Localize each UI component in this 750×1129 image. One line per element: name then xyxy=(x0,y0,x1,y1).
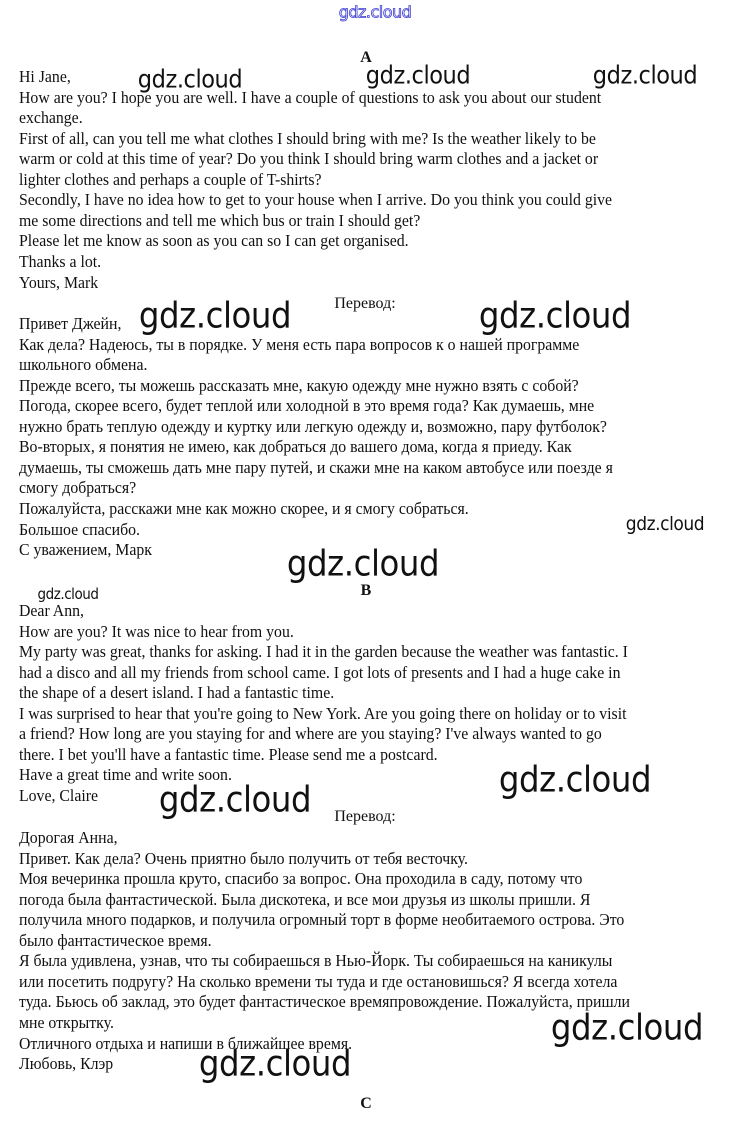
text-line: Во-вторых, я понятия не имею, как добраться до вашего дома, когда я приеду. Как xyxy=(19,437,572,457)
text-line: warm or cold at this time of year? Do you think I should bring warm clothes and a jacket or xyxy=(19,149,599,169)
text-line: Have a great time and write soon. xyxy=(19,765,232,785)
section-a-heading: A xyxy=(360,49,372,66)
text-line: было фантастическое время. xyxy=(19,930,212,950)
text-line: мне открытку. xyxy=(19,1012,114,1032)
text-line: Как дела? Надеюсь, ты в порядке. У меня есть пара вопросов к о нашей программе xyxy=(19,334,580,354)
text-line: думаешь, ты сможешь дать мне пару путей, и скажи мне на каком автобусе или поезде я xyxy=(19,457,613,477)
watermark: gdz.cloud xyxy=(286,543,440,585)
text-line: Пожалуйста, расскажи мне как можно скорее, и я смогу собраться. xyxy=(19,498,469,518)
text-line: Привет Джейн, xyxy=(19,314,122,333)
translation-label-b: Перевод: xyxy=(334,808,396,825)
text-line: exchange. xyxy=(19,108,83,128)
watermark: gdz.cloud xyxy=(625,513,705,535)
watermark: gdz.cloud xyxy=(138,295,292,337)
watermark: gdz.cloud xyxy=(498,759,652,801)
watermark: gdz.cloud xyxy=(550,1007,704,1049)
text-line: had a disco and all my friends from school came. I got lots of presents and I had a huge cake in xyxy=(19,662,621,682)
section-c-heading: C xyxy=(360,1095,372,1112)
text-line: Thanks a lot. xyxy=(19,251,102,271)
text-line: Большое спасибо. xyxy=(19,519,141,539)
text-line: получила много подарков, и получила огромный торт в форме необитаемого острова. Это xyxy=(19,910,625,930)
text-line: lighter clothes and perhaps a couple of T-shirts? xyxy=(19,169,322,189)
text-line: there. I bet you'll have a fantastic time. Please send me a postcard. xyxy=(19,744,438,764)
text-line: Hi Jane, xyxy=(19,67,71,86)
text-line: Secondly, I have no idea how to get to your house when I arrive. Do you think you could give xyxy=(19,190,613,210)
top-watermark: gdz.cloud xyxy=(338,2,412,22)
text-line: I was surprised to hear that you're going to New York. Are you going there on holiday or to visit xyxy=(19,703,627,723)
text-line: My party was great, thanks for asking. I had it in the garden because the weather was fantastic. I xyxy=(19,642,628,662)
text-line: Любовь, Клэр xyxy=(19,1054,114,1074)
text-line: Моя вечеринка прошла круто, спасибо за вопрос. Она проходила в саду, потому что xyxy=(19,869,583,889)
text-line: туда. Бьюсь об заклад, это будет фантастическое времяпровождение. Пожалуйста, пришли xyxy=(19,992,631,1012)
text-line: погода была фантастической. Была дискотека, и все мои друзья из школы пришли. Я xyxy=(19,889,591,909)
text-line: Я была удивлена, узнав, что ты собираешься в Нью-Йорк. Ты собираешься на каникулы xyxy=(19,951,613,971)
watermark: gdz.cloud xyxy=(592,60,698,90)
watermark: gdz.cloud xyxy=(365,60,471,90)
text-line: С уважением, Марк xyxy=(19,540,152,560)
text-line: смогу добраться? xyxy=(19,478,137,498)
text-line: Погода, скорее всего, будет теплой или холодной в это время года? Как думаешь, мне xyxy=(19,396,595,416)
text-line: Please let me know as soon as you can so I can get organised. xyxy=(19,231,409,251)
watermark: gdz.cloud xyxy=(198,1043,352,1085)
watermark: gdz.cloud xyxy=(137,64,243,94)
text-line: Love, Claire xyxy=(19,785,99,805)
text-line: Отличного отдыха и напиши в ближайшее время. xyxy=(19,1033,353,1053)
translation-label-a: Перевод: xyxy=(334,295,396,312)
watermark: gdz.cloud xyxy=(37,585,99,603)
text-line: First of all, can you tell me what clothes I should bring with me? Is the weather likely to be xyxy=(19,128,596,148)
text-line: Прежде всего, ты можешь рассказать мне, какую одежду мне нужно взять с собой? xyxy=(19,375,579,395)
text-line: или посетить подругу? На сколько времени ты туда и где остановишься? Я всегда хотела xyxy=(19,971,618,991)
text-line: a friend? How long are you staying for and where are you staying? I've always wanted to go xyxy=(19,724,602,744)
text-line: Привет. Как дела? Очень приятно было получить от тебя весточку. xyxy=(19,848,468,868)
text-line: школьного обмена. xyxy=(19,355,148,375)
text-line: me some directions and tell me which bus or train I should get? xyxy=(19,210,421,230)
section-b-heading: B xyxy=(360,582,372,599)
text-line: Дорогая Анна, xyxy=(19,828,118,847)
watermark: gdz.cloud xyxy=(158,779,312,821)
text-line: How are you? It was nice to hear from you. xyxy=(19,621,294,641)
text-line: Yours, Mark xyxy=(19,272,99,292)
text-line: Dear Ann, xyxy=(19,601,84,620)
text-line: the shape of a desert island. I had a fantastic time. xyxy=(19,683,335,703)
text-line: нужно брать теплую одежду и куртку или легкую одежду и, возможно, пару футболок? xyxy=(19,416,607,436)
text-line: How are you? I hope you are well. I have a couple of questions to ask you about our student xyxy=(19,87,602,107)
watermark: gdz.cloud xyxy=(478,295,632,337)
